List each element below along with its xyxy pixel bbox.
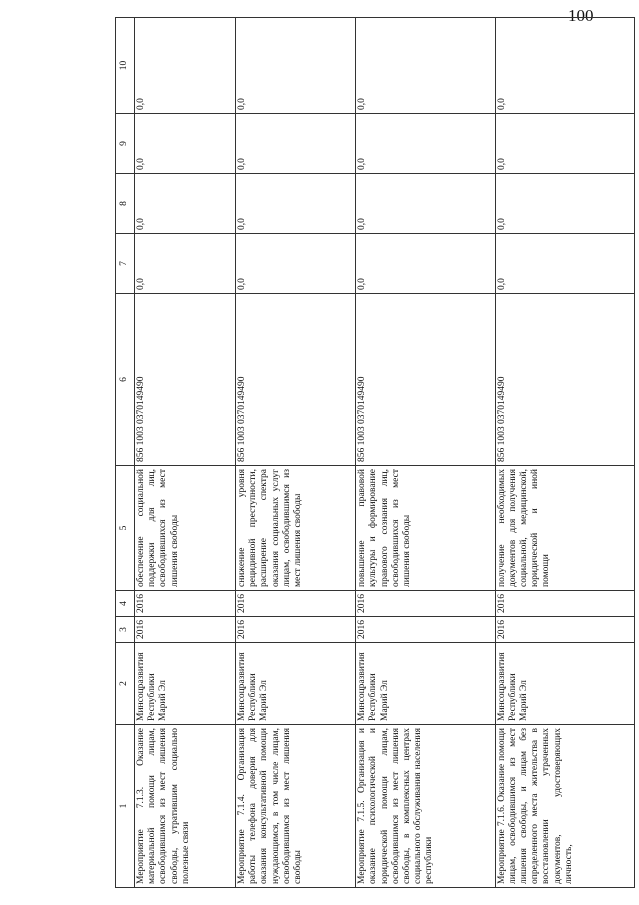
amount-cell: 0,0	[356, 114, 495, 174]
end-year-cell: 2016	[135, 591, 236, 617]
amount-cell: 0,0	[356, 174, 495, 234]
responsible-executor-cell: Минсоцразвития Республики Марий Эл	[356, 643, 495, 725]
responsible-executor-cell: Минсоцразвития Республики Марий Эл	[495, 643, 634, 725]
table-header-row	[116, 18, 135, 888]
amount-cell: 0,0	[495, 18, 634, 114]
start-year-cell: 2016	[135, 617, 236, 643]
amount-cell: 0,0	[236, 114, 356, 174]
column-header: 10	[116, 18, 135, 114]
column-header: 8	[116, 174, 135, 234]
start-year-cell: 2016	[495, 617, 634, 643]
column-header: 7	[116, 234, 135, 294]
amount-cell: 0,0	[495, 174, 634, 234]
column-header: 3	[116, 617, 135, 643]
budget-code-cell: 856 1003 0370149490	[236, 294, 356, 466]
page-number: 100	[568, 6, 594, 25]
column-header: 1	[116, 725, 135, 888]
start-year-cell: 2016	[236, 617, 356, 643]
amount-cell: 0,0	[236, 234, 356, 294]
activity-name-cell: Мероприятие 7.1.3. Оказание материальной помощи лицам, освободившимся из мест лишения свободы, утратившим социально полезные связи	[135, 725, 236, 888]
amount-cell: 0,0	[135, 234, 236, 294]
table-row	[135, 18, 236, 888]
amount-cell: 0,0	[356, 18, 495, 114]
amount-cell: 0,0	[495, 234, 634, 294]
amount-cell: 0,0	[236, 18, 356, 114]
amount-cell: 0,0	[495, 114, 634, 174]
amount-cell: 0,0	[135, 174, 236, 234]
activity-name-cell: Мероприятие 7.1.4. Организация работы телефона доверия для оказания консультативной помощи нуждающимся, в том числе лицам, освободившимся из мест лишения свободы	[236, 725, 356, 888]
end-year-cell: 2016	[356, 591, 495, 617]
activity-name-cell: Мероприятие 7.1.6. Оказание помощи лицам, освободившимся из мест лишения свободы, и лицам без определенного места жительства в восстановлении утраченных документов, удостоверяющих личность,	[495, 725, 634, 888]
expected-result-cell: обеспечение социальной поддержки для лиц, освободившихся из мест лишения свободы	[135, 466, 236, 591]
column-header: 2	[116, 643, 135, 725]
activity-name-cell: Мероприятие 7.1.5. Организация и оказание психологической и юридической помощи лицам, освободившимся из мест лишения свободы, в комплексных центрах социального обслуживания населения республики	[356, 725, 495, 888]
table-row	[495, 18, 634, 888]
responsible-executor-cell: Минсоцразвития Республики Марий Эл	[236, 643, 356, 725]
column-header: 4	[116, 591, 135, 617]
budget-code-cell: 856 1003 0370149490	[495, 294, 634, 466]
responsible-executor-cell: Минсоцразвития Республики Марий Эл	[135, 643, 236, 725]
program-activities-table	[115, 17, 635, 888]
program-activities-table-wrapper	[115, 18, 635, 888]
budget-code-cell: 856 1003 0370149490	[135, 294, 236, 466]
amount-cell: 0,0	[356, 234, 495, 294]
end-year-cell: 2016	[495, 591, 634, 617]
end-year-cell: 2016	[236, 591, 356, 617]
budget-code-cell: 856 1003 0370149490	[356, 294, 495, 466]
expected-result-cell: снижение уровня рецидивной преступности, расширение спектра оказания социальных услуг лицам, освободившимся из мест лишения свободы	[236, 466, 356, 591]
start-year-cell: 2016	[356, 617, 495, 643]
amount-cell: 0,0	[236, 174, 356, 234]
amount-cell: 0,0	[135, 18, 236, 114]
column-header: 5	[116, 466, 135, 591]
expected-result-cell: повышение правовой культуры и формирование правового сознания лиц, освободившихся из мест лишения свободы	[356, 466, 495, 591]
amount-cell: 0,0	[135, 114, 236, 174]
table-row	[236, 18, 356, 888]
column-header: 6	[116, 294, 135, 466]
table-row	[356, 18, 495, 888]
column-header: 9	[116, 114, 135, 174]
expected-result-cell: получение необходимых документов для получения социальной, медицинской, юридической и иной помощи	[495, 466, 634, 591]
